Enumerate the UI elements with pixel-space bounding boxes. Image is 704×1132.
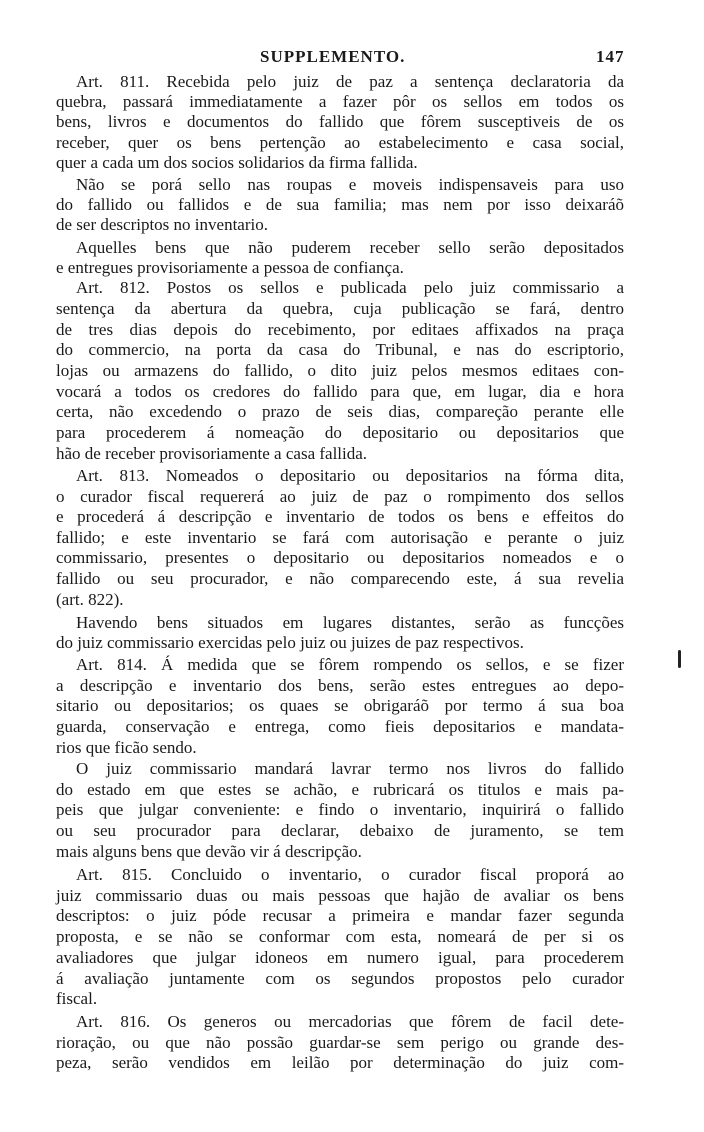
- text-line: hão de receber provisoriamente a casa fallida.: [56, 444, 368, 463]
- text-line: e entregues provisoriamente a pessoa de confiança.: [56, 258, 404, 277]
- text-line: fallido ou seu procurador, e não comparecendo este, á sua revelia: [56, 569, 624, 588]
- text-line: ou seu procurador para declarar, debaixo de juramento, se tem: [56, 821, 624, 840]
- text-line: e procederá á descripção e inventario de todos os bens e effeitos do: [56, 507, 624, 526]
- text-line: Art. 815. Concluido o inventario, o curador fiscal proporá ao: [76, 865, 624, 884]
- text-line: mais alguns bens que devão vir á descripção.: [56, 842, 362, 861]
- text-line: peis que julgar conveniente: e findo o inventario, inquirirá o fallido: [56, 800, 624, 819]
- text-line: fallido; e este inventario se fará com autorisação e perante o juiz: [56, 528, 624, 547]
- text-line: para procederem á nomeação do depositario ou depositarios que: [56, 423, 624, 442]
- text-line: Art. 814. Á medida que se fôrem rompendo os sellos, e se fizer: [76, 655, 624, 674]
- text-line: Havendo bens situados em lugares distantes, serão as funcções: [76, 613, 624, 632]
- text-line: do estado em que estes se achão, e rubricará os titulos e mais pa-: [56, 780, 624, 799]
- text-line: avaliadores que julgar idoneos em numero igual, para procederem: [56, 948, 624, 967]
- text-line: peza, serão vendidos em leilão por determinação do juiz com-: [56, 1053, 624, 1072]
- text-line: guarda, conservação e entrega, como fieis depositarios e mandata-: [56, 717, 624, 736]
- text-line: vocará a todos os credores do fallido para que, em lugar, dia e hora: [56, 382, 624, 401]
- text-line: Art. 816. Os generos ou mercadorias que fôrem de facil dete-: [76, 1012, 624, 1031]
- text-line: Art. 813. Nomeados o depositario ou depositarios na fórma dita,: [76, 466, 624, 485]
- text-line: (art. 822).: [56, 590, 124, 609]
- text-line: commissario, presentes o depositario ou depositarios nomeados e o: [56, 548, 624, 567]
- text-line: juiz commissario duas ou mais pessoas que hajão de avaliar os bens: [56, 886, 624, 905]
- text-line: lojas ou armazens do fallido, o dito juiz pelos mesmos editaes con-: [56, 361, 624, 380]
- text-line: do fallido ou fallidos e de sua familia; mas nem por isso deixaráõ: [56, 195, 624, 214]
- text-line: rios que ficão sendo.: [56, 738, 197, 757]
- text-line: Não se porá sello nas roupas e moveis indispensaveis para uso: [76, 175, 624, 194]
- text-line: do juiz commissario exercidas pelo juiz ou juizes de paz respectivos.: [56, 633, 524, 652]
- text-line: de ser descriptos no inventario.: [56, 215, 268, 234]
- text-line: do commercio, na porta da casa do Tribunal, e nas do escriptorio,: [56, 340, 624, 359]
- text-line: quebra, passará immediatamente a fazer pôr os sellos em todos os: [56, 92, 624, 111]
- text-line: receber, quer os bens pertenção ao estabelecimento e casa social,: [56, 133, 624, 152]
- text-line: rioração, ou que não possão guardar-se sem perigo ou grande des-: [56, 1033, 624, 1052]
- margin-mark: [678, 650, 681, 668]
- text-line: quer a cada um dos socios solidarios da firma fallida.: [56, 153, 418, 172]
- text-line: Art. 812. Postos os sellos e publicada pelo juiz commissario a: [76, 278, 624, 297]
- text-line: á avaliação juntamente com os segundos propostos pelo curador: [56, 969, 624, 988]
- text-line: certa, não excedendo o prazo de seis dias, compareção perante elle: [56, 402, 624, 421]
- text-line: de tres dias depois do recebimento, por editaes affixados na praça: [56, 320, 624, 339]
- text-line: o curador fiscal requererá ao juiz de paz o rompimento dos sellos: [56, 487, 624, 506]
- text-line: a descripção e inventario dos bens, serão estes entregues ao depo-: [56, 676, 624, 695]
- text-line: Aquelles bens que não puderem receber sello serão depositados: [76, 238, 624, 257]
- text-line: descriptos: o juiz póde recusar a primeira e mandar fazer segunda: [56, 906, 624, 925]
- text-line: proposta, e se não se conformar com esta, nomeará de per si os: [56, 927, 624, 946]
- running-title: SUPPLEMENTO.: [260, 47, 406, 66]
- page-number: 147: [596, 47, 625, 66]
- text-line: sitario ou depositarios; os quaes se obrigaráõ por termo á sua boa: [56, 696, 624, 715]
- text-line: bens, livros e documentos do fallido que fôrem susceptiveis de os: [56, 112, 624, 131]
- text-line: fiscal.: [56, 989, 98, 1008]
- text-line: Art. 811. Recebida pelo juiz de paz a sentença declaratoria da: [76, 72, 624, 91]
- text-line: sentença da abertura da quebra, cuja publicação se fará, dentro: [56, 299, 624, 318]
- text-line: O juiz commissario mandará lavrar termo nos livros do fallido: [76, 759, 624, 778]
